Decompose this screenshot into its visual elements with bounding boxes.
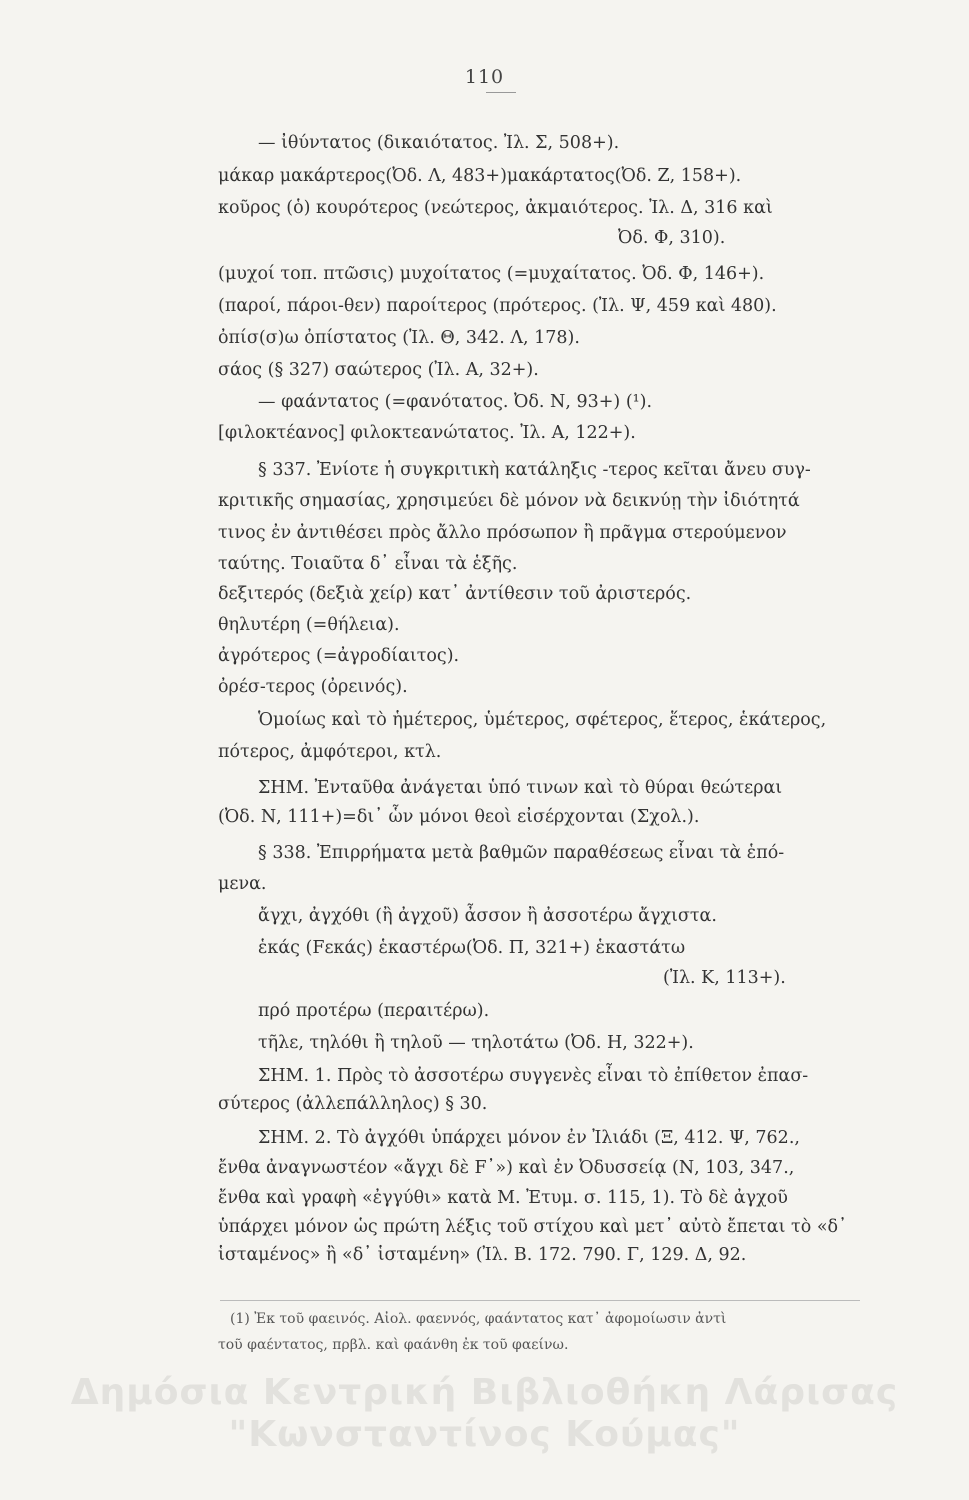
text-line: (παροί, πάροι-θεν) παροίτερος (πρότερος. (Ἰλ. Ψ, 459 καὶ 480). (218, 296, 777, 316)
text-line: (Ἰλ. Κ, 113+). (663, 968, 786, 988)
library-watermark-line1: Δημόσια Κεντρική Βιβλιοθήκη Λάρισας (70, 1372, 899, 1413)
text-line: ΣΗΜ. 2. Τὸ ἀγχόθι ὑπάρχει μόνον ἐν Ἰλιάδι (Ξ, 412. Ψ, 762., (258, 1128, 800, 1148)
text-line: δεξιτερός (δεξιὰ χείρ) κατ᾽ ἀντίθεσιν τοῦ ἀριστερός. (218, 584, 692, 604)
text-line: Ὀδ. Φ, 310). (618, 228, 726, 248)
text-line: ὀρέσ-τερος (ὀρεινός). (218, 677, 408, 697)
text-line: § 337. Ἐνίοτε ἡ συγκριτικὴ κατάληξις -τερος κεῖται ἄνευ συγ- (258, 460, 811, 480)
text-line: μενα. (218, 874, 267, 894)
text-line: (Ὀδ. Ν, 111+)=δι᾽ ὧν μόνοι θεοὶ εἰσέρχονται (Σχολ.). (218, 807, 700, 827)
text-line: πρό προτέρω (περαιτέρω). (258, 1001, 490, 1021)
text-line: (μυχοί τοπ. πτῶσις) μυχοίτατος (=μυχαίτατος. Ὀδ. Φ, 146+). (218, 264, 765, 284)
text-line: ἔνθα ἀναγνωστέον «ἄγχι δὲ F᾽») καὶ ἐν Ὀδυσσείᾳ (Ν, 103, 347., (218, 1158, 795, 1178)
text-line: — ἰθύντατος (δικαιότατος. Ἰλ. Σ, 508+). (258, 133, 620, 153)
text-line: ἀγρότερος (=ἀγροδίαιτος). (218, 646, 460, 666)
text-line: θηλυτέρη (=θήλεια). (218, 615, 400, 635)
text-line: κριτικῆς σημασίας, χρησιμεύει δὲ μόνον νὰ δεικνύῃ τὴν ἰδιότητά (218, 491, 800, 511)
page-number-rule (486, 92, 516, 93)
text-line: Ὁμοίως καὶ τὸ ἡμέτερος, ὑμέτερος, σφέτερος, ἕτερος, ἑκάτερος, (258, 710, 827, 730)
text-line: ΣΗΜ. Ἐνταῦθα ἀνάγεται ὑπό τινων καὶ τὸ θύραι θεώτεραι (258, 778, 783, 798)
text-line: ἄγχι, ἀγχόθι (ἢ ἀγχοῦ) ἆσσον ἢ ἀσσοτέρω ἄγχιστα. (258, 906, 717, 926)
text-line: κοῦρος (ὁ) κουρότερος (νεώτερος, ἀκμαιότερος. Ἰλ. Δ, 316 καὶ (218, 198, 773, 218)
footnote-rule (220, 1300, 860, 1301)
text-line: σύτερος (ἀλλεπάλληλος) § 30. (218, 1094, 488, 1114)
text-line: τινος ἐν ἀντιθέσει πρὸς ἄλλο πρόσωπον ἢ πρᾶγμα στερούμενον (218, 523, 787, 543)
text-line: ὀπίσ(σ)ω ὀπίστατος (Ἰλ. Θ, 342. Λ, 178). (218, 328, 580, 348)
text-line: — φαάντατος (=φανότατος. Ὀδ. Ν, 93+) (¹). (258, 392, 653, 412)
text-line: ταύτης. Τοιαῦτα δ᾽ εἶναι τὰ ἑξῆς. (218, 554, 518, 574)
text-line: πότερος, ἀμφότεροι, κτλ. (218, 742, 442, 762)
text-line: σάος (§ 327) σαώτερος (Ἰλ. Α, 32+). (218, 360, 539, 380)
text-line: [φιλοκτέανος] φιλοκτεανώτατος. Ἰλ. Α, 122+). (218, 423, 636, 443)
text-line: ἔνθα καὶ γραφὴ «ἐγγύθι» κατὰ Μ. Ἐτυμ. σ. 115, 1). Τὸ δὲ ἀγχοῦ (218, 1188, 788, 1208)
text-line: ἑκάς (Fεκάς) ἑκαστέρω(Ὀδ. Π, 321+) ἑκαστάτω (258, 938, 686, 958)
footnote-line: (1) Ἐκ τοῦ φαεινός. Αἰολ. φαεννός, φαάντατος κατ᾽ ἀφομοίωσιν ἀντὶ (230, 1311, 727, 1327)
text-line: § 338. Ἐπιρρήματα μετὰ βαθμῶν παραθέσεως εἶναι τὰ ἑπό- (258, 843, 785, 863)
text-line: ΣΗΜ. 1. Πρὸς τὸ ἀσσοτέρω συγγενὲς εἶναι τὸ ἐπίθετον ἐπασ- (258, 1066, 809, 1086)
page-number: 110 (464, 66, 505, 88)
library-watermark-line2: "Κωνσταντίνος Κούμας" (228, 1414, 741, 1455)
text-line: ὑπάρχει μόνον ὡς πρώτη λέξις τοῦ στίχου καὶ μετ᾽ αὐτὸ ἔπεται τὸ «δ᾽ (218, 1217, 847, 1237)
text-line: ἱσταμένος» ἢ «δ᾽ ἱσταμένη» (Ἰλ. Β. 172. 790. Γ, 129. Δ, 92. (218, 1245, 747, 1265)
text-line: μάκαρ μακάρτερος(Ὀδ. Λ, 483+)μακάρτατος(Ὀδ. Ζ, 158+). (218, 166, 742, 186)
footnote-line: τοῦ φαέντατος, πρβλ. καὶ φαάνθη ἐκ τοῦ φαείνω. (218, 1337, 569, 1353)
text-line: τῆλε, τηλόθι ἢ τηλοῦ — τηλοτάτω (Ὀδ. Η, 322+). (258, 1033, 694, 1053)
